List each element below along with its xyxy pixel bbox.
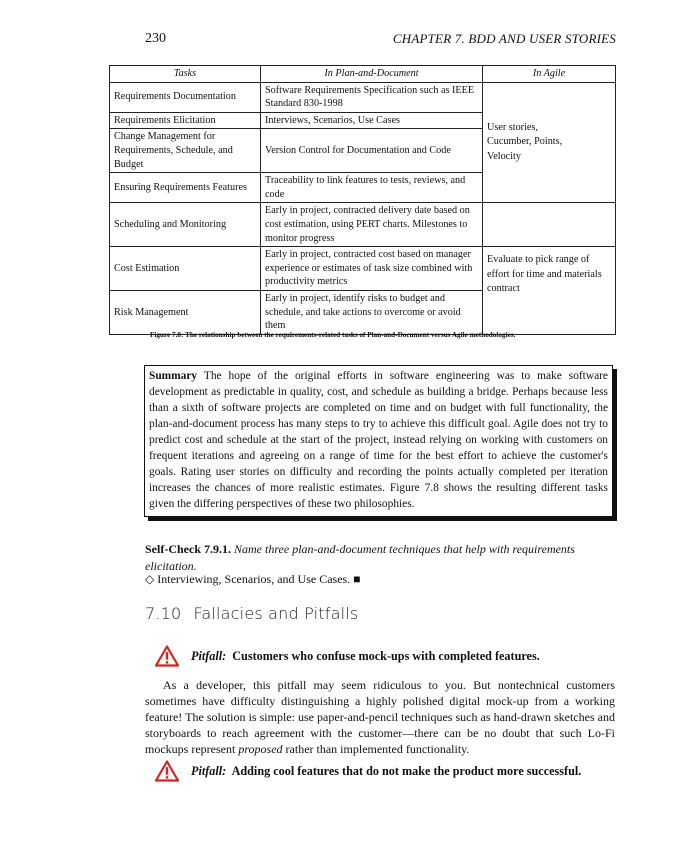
- plan-cell: Version Control for Documentation and Code: [261, 129, 483, 173]
- summary-text: The hope of the original efforts in software engineering was to make software development as predictable in quality, cost, and schedule as building a bridge. Perhaps because less than a sixth of software projects are completed on time and on budget with full functionality, the plan-and-document process has many steps to try to achieve this difficult goal. Agile does not try to predict cost and schedule at the start of the project, instead relying on working with customers on frequent iterations and agreeing on a range of time for the best effort to achieve the customer's goals. Rating user stories on difficulty and recording the points actually completed per iteration increases the chances of more realistic estimates. Figure 7.8 shows the resulting different tasks given the differing perspectives of these two philosophies.: [149, 370, 608, 510]
- header-tasks: Tasks: [110, 66, 261, 83]
- self-check: [145, 541, 615, 575]
- paragraph-text-end: rather than implemented functionality.: [282, 742, 470, 756]
- paragraph-emphasis: proposed: [238, 742, 283, 756]
- agile-cell: [483, 82, 616, 203]
- task-cell: Requirements Documentation: [110, 82, 261, 112]
- answer-text: Interviewing, Scenarios, and Use Cases.: [157, 572, 351, 586]
- figure-caption: Figure 7.8: The relationship between the requirements-related tasks of Plan-and-Document versus Agile methodologies.: [150, 331, 516, 339]
- pitfall-1-text: [191, 649, 540, 664]
- pitfall-2-text: [191, 764, 581, 779]
- task-cell: Risk Management: [110, 290, 261, 334]
- section-title: Fallacies and Pitfalls: [193, 604, 359, 623]
- self-check-answer: [145, 572, 360, 587]
- plan-cell: Early in project, contracted delivery date based on cost estimation, using PERT charts. Milestones to monitor progress: [261, 203, 483, 247]
- warning-triangle-icon: [155, 645, 179, 667]
- plan-cell: Traceability to link features to tests, reviews, and code: [261, 173, 483, 203]
- table-row: [110, 82, 616, 112]
- body-paragraph: [145, 677, 615, 757]
- task-cell: Ensuring Requirements Features: [110, 173, 261, 203]
- answer-marker: ◇: [145, 572, 155, 586]
- header-plan-and-document: In Plan-and-Document: [261, 66, 483, 83]
- requirements-tasks-table: [109, 65, 616, 335]
- pitfall-label: Pitfall:: [191, 649, 227, 663]
- warning-triangle-icon: [155, 760, 179, 782]
- task-cell: Change Management for Requirements, Schedule, and Budget: [110, 129, 261, 173]
- section-heading: [145, 604, 358, 623]
- header-agile: In Agile: [483, 66, 616, 83]
- task-cell: Requirements Elicitation: [110, 112, 261, 129]
- summary-label: Summary: [149, 370, 198, 382]
- running-head: CHAPTER 7. BDD AND USER STORIES: [392, 31, 616, 46]
- pitfall-title: Customers who confuse mock-ups with completed features.: [232, 649, 540, 663]
- table-row: [110, 247, 616, 291]
- plan-cell: Interviews, Scenarios, Use Cases: [261, 112, 483, 129]
- self-check-label: Self-Check 7.9.1.: [145, 542, 231, 556]
- self-check-question: Name three plan-and-document techniques that help with requirements elicitation.: [145, 542, 575, 573]
- agile-cell-empty: [483, 203, 616, 247]
- table-row: [110, 203, 616, 247]
- plan-cell: Early in project, contracted cost based on manager experience or estimates of task size combined with productivity metrics: [261, 247, 483, 291]
- section-number: 7.10: [145, 604, 182, 623]
- pitfall-title: Adding cool features that do not make the product more successful.: [231, 764, 582, 778]
- plan-cell: Early in project, identify risks to budget and schedule, and take actions to overcome or avoid them: [261, 290, 483, 334]
- summary-box: [144, 365, 613, 517]
- page-number: 230: [145, 31, 166, 46]
- table-header-row: [110, 66, 616, 83]
- pitfall-label: Pitfall:: [191, 764, 227, 778]
- agile-text: Evaluate to pick range of effort for time and materials contract: [487, 254, 602, 295]
- paragraph-text: As a developer, this pitfall may seem ridiculous to you. But nontechnical customers sometimes have difficulty distinguishing a highly polished digital mock-up from a working feature! The solution is simple: use paper-and-pencil techniques such as hand-drawn sketches and storyboards to reach agreement with the customer—there can be no doubt that such Lo-Fi mockups represent: [145, 678, 615, 756]
- end-mark: ■: [353, 572, 361, 586]
- agile-cell: [483, 247, 616, 335]
- task-cell: Cost Estimation: [110, 247, 261, 291]
- task-cell: Scheduling and Monitoring: [110, 203, 261, 247]
- plan-cell: Software Requirements Specification such as IEEE Standard 830-1998: [261, 82, 483, 112]
- agile-text: User stories, Cucumber, Points, Velocity: [487, 121, 563, 162]
